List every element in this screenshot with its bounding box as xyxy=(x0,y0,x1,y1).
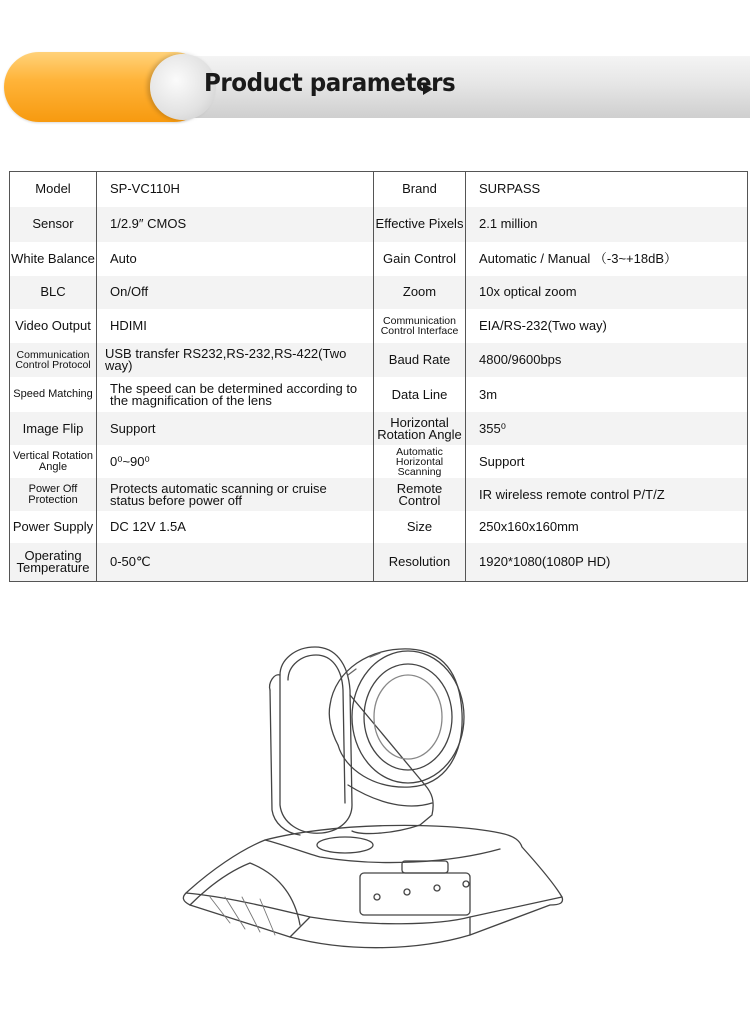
param-label: Effective Pixels xyxy=(374,207,466,242)
param-label: Communication Control Interface xyxy=(374,309,466,343)
table-row xyxy=(10,242,748,276)
param-label: Zoom xyxy=(374,276,466,309)
camera-lens xyxy=(329,649,464,787)
param-label: Horizontal Rotation Angle xyxy=(374,412,466,445)
param-value: 2.1 million xyxy=(466,207,748,242)
param-value: Support xyxy=(97,412,374,445)
param-value: USB transfer RS232,RS-232,RS-422(Two way) xyxy=(97,343,374,377)
param-label: Communication Control Protocol xyxy=(10,343,97,377)
param-value: Auto xyxy=(97,242,374,276)
param-label: Image Flip xyxy=(10,412,97,445)
table-row xyxy=(10,309,748,343)
param-value: 250x160x160mm xyxy=(479,519,579,535)
param-value: Protects automatic scanning or cruise status before power off xyxy=(97,478,374,511)
camera-base xyxy=(183,825,562,947)
play-arrow-icon xyxy=(423,83,433,95)
param-label: Operating Temperature xyxy=(10,543,97,581)
param-label: White Balance xyxy=(10,242,97,276)
param-value: SP-VC110H xyxy=(97,172,374,207)
param-label: Data Line xyxy=(374,377,466,412)
ptz-camera-illustration xyxy=(170,635,590,985)
param-value: SURPASS xyxy=(479,181,541,197)
table-row xyxy=(10,343,748,377)
param-value: 0-50℃ xyxy=(97,543,374,581)
param-value: DC 12V 1.5A xyxy=(97,511,374,543)
table-row xyxy=(10,412,748,445)
param-label: Size xyxy=(374,511,466,543)
param-value: 3m xyxy=(479,386,498,402)
param-value: 4800/9600bps xyxy=(466,343,748,377)
param-label: Model xyxy=(10,172,97,207)
param-label: Sensor xyxy=(10,207,97,242)
table-row xyxy=(10,478,748,511)
param-label: Gain Control xyxy=(374,242,466,276)
section-header xyxy=(0,46,750,126)
param-value: EIA/RS-232(Two way) xyxy=(479,317,607,333)
table-row xyxy=(10,172,748,207)
param-label: Remote Control xyxy=(374,478,466,511)
param-value: HDIMI xyxy=(97,309,374,343)
param-label: Power Supply xyxy=(10,511,97,543)
param-value: 10x optical zoom xyxy=(466,276,748,309)
table-row xyxy=(10,511,748,543)
param-value: 355⁰ xyxy=(466,412,748,445)
param-label: Brand xyxy=(374,172,466,207)
param-label: Power Off Protection xyxy=(10,478,97,511)
table-row xyxy=(10,377,748,412)
param-value: On/Off xyxy=(97,276,374,309)
param-value: 1920*1080(1080P HD) xyxy=(466,543,748,581)
param-label: Speed Matching xyxy=(10,377,97,412)
param-value: IR wireless remote control P/T/Z xyxy=(466,478,748,511)
page-title: Product parameters xyxy=(204,68,456,97)
param-label: BLC xyxy=(10,276,97,309)
table-row xyxy=(10,543,748,581)
param-label: Automatic Horizontal Scanning xyxy=(374,445,466,478)
param-value: Support xyxy=(479,453,525,469)
param-value: The speed can be determined according to the magnification of the lens xyxy=(97,377,374,412)
parameters-table xyxy=(9,171,748,582)
param-label: Vertical Rotation Angle xyxy=(10,445,97,478)
table-row xyxy=(10,207,748,242)
table-row xyxy=(10,276,748,309)
param-label: Resolution xyxy=(374,543,466,581)
param-label: Video Output xyxy=(10,309,97,343)
param-value: Automatic / Manual （-3~+18dB） xyxy=(479,250,677,266)
param-label: Baud Rate xyxy=(374,343,466,377)
param-value: 1/2.9″ CMOS xyxy=(97,207,374,242)
param-value: 0⁰~90⁰ xyxy=(97,445,374,478)
table-row xyxy=(10,445,748,478)
